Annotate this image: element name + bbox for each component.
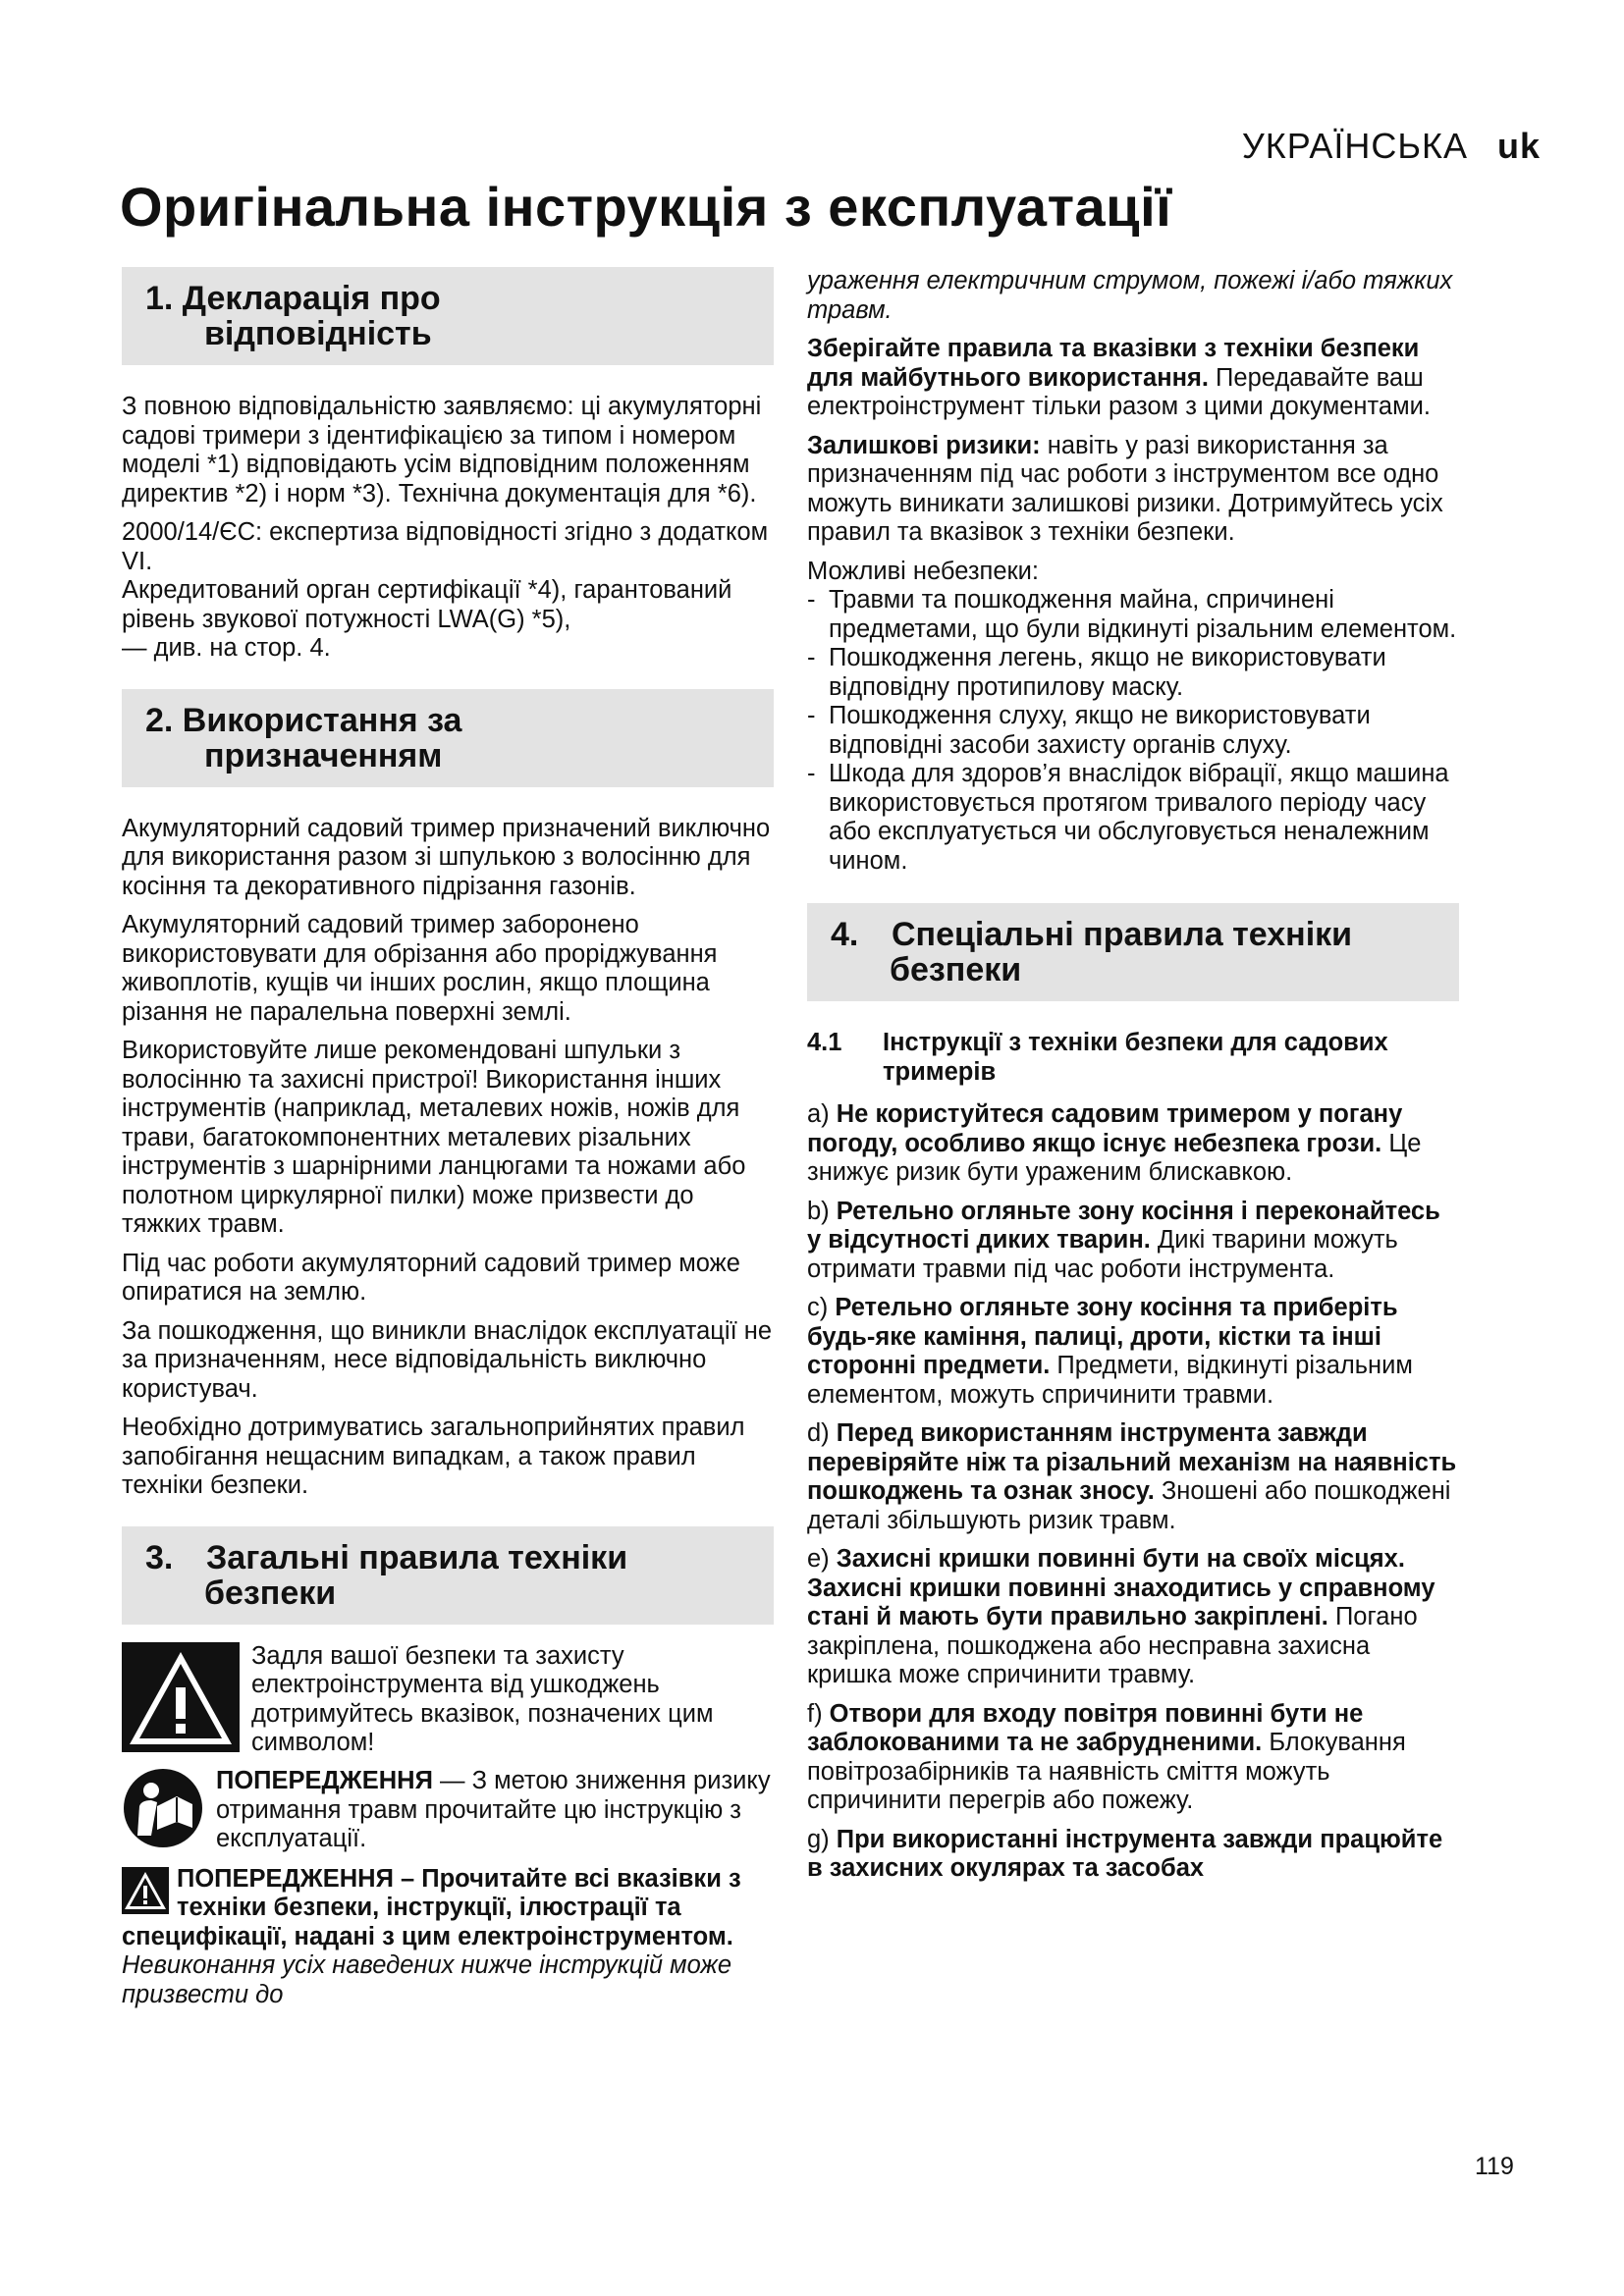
rule-e (807, 1545, 1459, 1690)
rule-d-bold: Перед використанням інструмента завжди перевіряйте ніж та різальний механізм на наявність пошкоджень та ознак зносу. (807, 1419, 1457, 1505)
rule-e-bold: Захисні кришки повинні бути на своїх місцях. Захисні кришки повинні знаходитись у справному стані й мають бути правильно закріплені. (807, 1545, 1435, 1630)
page-reference: — див. на стор. 4. (122, 634, 331, 662)
list-item: - Пошкодження легень, якщо не використовувати відповідну протипилову маску. (807, 644, 1459, 702)
section-4-title-line1: Спеціальні правила техніки (892, 916, 1353, 953)
section-2-heading (122, 689, 774, 787)
read-manual-row (122, 1767, 774, 1857)
keep-instructions (807, 335, 1459, 422)
rule-d (807, 1419, 1459, 1535)
rule-g-bold: При використанні інструмента завжди працюйте в захисних окулярах та засобах (807, 1825, 1443, 1882)
rule-c-bold: Ретельно огляньте зону косіння та приберіть будь-яке каміння, палиці, дроти, кістки та інші сторонні предмети. (807, 1294, 1398, 1379)
section-4-number: 4. (831, 916, 859, 953)
section-2-title-line2: призначенням (204, 736, 443, 774)
rule-e-rest: Погано закріплена, пошкоджена або несправна захисна кришка може спричинити травму. (807, 1603, 1418, 1688)
section-3-number: 3. (145, 1538, 174, 1576)
rule-a-bold: Не користуйтеся садовим тримером у погану погоду, особливо якщо існує небезпека грози. (807, 1100, 1403, 1157)
page-number: 119 (1475, 2153, 1514, 2180)
list-item: - Травми та пошкодження майна, спричинені предметами, що були відкинуті різальним елементом. (807, 586, 1459, 644)
rule-a-rest: Це знижує ризик бути ураженим блискавкою. (807, 1129, 1422, 1186)
continuation-italic: ураження електричним струмом, пожежі і/або тяжких травм. (807, 267, 1453, 324)
residual-risks-label: Залишкові ризики: (807, 431, 1041, 459)
section-1-heading (122, 267, 774, 365)
subsection-4-1-heading (807, 1029, 1459, 1087)
rule-b-rest: Дикі тварини можуть отримати травми під час роботи інструмента. (807, 1226, 1398, 1283)
rule-f (807, 1700, 1459, 1816)
rule-c-rest: Предмети, відкинуті різальним елементом, можуть спричинити травми. (807, 1352, 1413, 1409)
list-item: - Пошкодження слуху, якщо не використовувати відповідні засоби захисту органів слуху. (807, 702, 1459, 760)
left-column (122, 267, 774, 2009)
intended-use-paragraph-3: Використовуйте лише рекомендовані шпульки з волосінню та захисні пристрої! Використання інших інструментів (наприклад, металевих ножів, ножів для трави, багатокомпонентних металевих різальних інструментів з шарнірними ланцюгами та ножами або полотном циркулярної пилки) може призвести до тяжких травм. (122, 1037, 746, 1238)
rule-letter: d) (807, 1419, 837, 1447)
intended-use-paragraph-4: Під час роботи акумуляторний садовий тример може опиратися на землю. (122, 1249, 740, 1306)
rule-g (807, 1826, 1459, 1884)
language-name: УКРАЇНСЬКА (1241, 126, 1468, 166)
rule-f-bold: Отвори для входу повітря повинні бути не заблокованими та не забрудненими. (807, 1699, 1364, 1756)
intended-use-paragraph-2: Акумуляторний садовий тример заборонено використовувати для обрізання або проріджування живоплотів, кущів чи інших рослин, якщо площина різання не паралельна поверхні землі. (122, 911, 718, 1026)
section-4-title-line2: безпеки (890, 951, 1022, 988)
list-item: - Шкода для здоров’я внаслідок вібрації, якщо машина використовується протягом тривалого періоду часу або експлуатується чи обслуговується неналежним чином. (807, 760, 1459, 876)
read-all-warnings (122, 1865, 774, 2010)
continuation-text (807, 267, 1459, 325)
declaration-paragraph: З повною відповідальністю заявляємо: ці акумуляторні садові тримери з ідентифікацією за типом і номером моделі *1) відповідають усім відповідним положенням директив *2) і норм *3). Технічна документація для *6). (122, 393, 762, 507)
small-warning-triangle-icon (122, 1867, 169, 1922)
directive-paragraph (122, 518, 774, 664)
section-2-title-line1: 2. Використання за (145, 701, 462, 739)
section-3-title-line1: Загальні правила техніки (206, 1538, 628, 1576)
section-3-title-line2: безпеки (204, 1574, 337, 1612)
language-code: uk (1496, 126, 1541, 166)
rule-letter: c) (807, 1294, 836, 1321)
keep-instructions-rest: Передавайте ваш електроінструмент тільки разом з цими документами. (807, 363, 1431, 420)
subsection-title: Інструкції з техніки безпеки для садових тримерів (883, 1029, 1388, 1086)
rule-b (807, 1198, 1459, 1285)
keep-instructions-bold: Зберігайте правила та вказівки з техніки безпеки для майбутнього використання. (807, 335, 1420, 392)
safety-symbol-text: Задля вашої безпеки та захисту електроінструмента від ушкоджень дотримуйтесь вказівок, позначених цим символом! (251, 1641, 714, 1756)
section-1-title-line2: відповідність (204, 315, 432, 352)
read-manual-text (216, 1767, 774, 1857)
section-4-heading (807, 903, 1459, 1001)
read-manual-icon (122, 1767, 204, 1857)
rule-letter: e) (807, 1545, 837, 1573)
safety-symbol-row (122, 1642, 774, 1760)
read-all-warnings-bold: ПОПЕРЕДЖЕННЯ – Прочитайте всі вказівки з техніки безпеки, інструкції, ілюстрації та специфікації, надані з цим електроінструментом. (122, 1864, 741, 1950)
intended-use-paragraph-1: Акумуляторний садовий тример призначений виключно для використання разом зі шпулькою з волосінню для косіння та декоративного підрізання газонів. (122, 814, 771, 900)
rule-c (807, 1294, 1459, 1410)
subsection-number: 4.1 (807, 1029, 842, 1056)
rule-letter: f) (807, 1699, 830, 1728)
section-3-heading (122, 1526, 774, 1625)
residual-risks-text: навіть у разі використання за призначенням під час роботи з інструментом все одно можуть виникати залишкові ризики. Дотримуйтесь усіх правил та вказівок з техніки безпеки. (807, 431, 1443, 546)
residual-risks (807, 432, 1459, 548)
certification-line: Акредитований орган сертифікації *4), гарантований рівень звукової потужності LWA(G) *5), (122, 576, 732, 633)
read-manual-rest: — З метою зниження ризику отримання травм прочитайте цю інструкцію з експлуатації. (216, 1767, 771, 1852)
warning-label: ПОПЕРЕДЖЕННЯ (216, 1767, 433, 1794)
intended-use-paragraph-5: За пошкодження, що виникли внаслідок експлуатації не за призначенням, несе відповідальність виключно користувач. (122, 1316, 773, 1403)
rule-d-rest: Зношені або пошкоджені деталі збільшують ризик травм. (807, 1477, 1451, 1534)
rule-a (807, 1100, 1459, 1188)
right-column (807, 267, 1459, 1894)
read-all-warnings-italic: Невиконання усіх наведених нижче інструкцій може призвести до (122, 1951, 732, 2008)
rule-f-rest: Блокування повітрозабірників та наявність сміття можуть спричинити перегрів або пожежу. (807, 1729, 1406, 1814)
possible-dangers-label: Можливі небезпеки: (807, 557, 1039, 585)
rule-letter: g) (807, 1825, 837, 1853)
intended-use-paragraph-6: Необхідно дотримуватись загальноприйнятих правил запобігання нещасним випадкам, а також правил техніки безпеки. (122, 1414, 745, 1499)
dangers-list (807, 586, 1459, 876)
rule-letter: a) (807, 1100, 837, 1128)
rule-letter: b) (807, 1197, 837, 1225)
page-title: Оригінальна інструкція з експлуатації (120, 176, 1172, 238)
warning-triangle-icon (122, 1642, 240, 1760)
directive-line: 2000/14/ЄС: експертиза відповідності згідно з додатком VI. (122, 518, 769, 575)
language-header (1242, 126, 1541, 167)
section-1-title-line1: 1. Декларація про (145, 280, 441, 317)
rule-b-bold: Ретельно огляньте зону косіння і переконайтесь у відсутності диких тварин. (807, 1197, 1440, 1254)
